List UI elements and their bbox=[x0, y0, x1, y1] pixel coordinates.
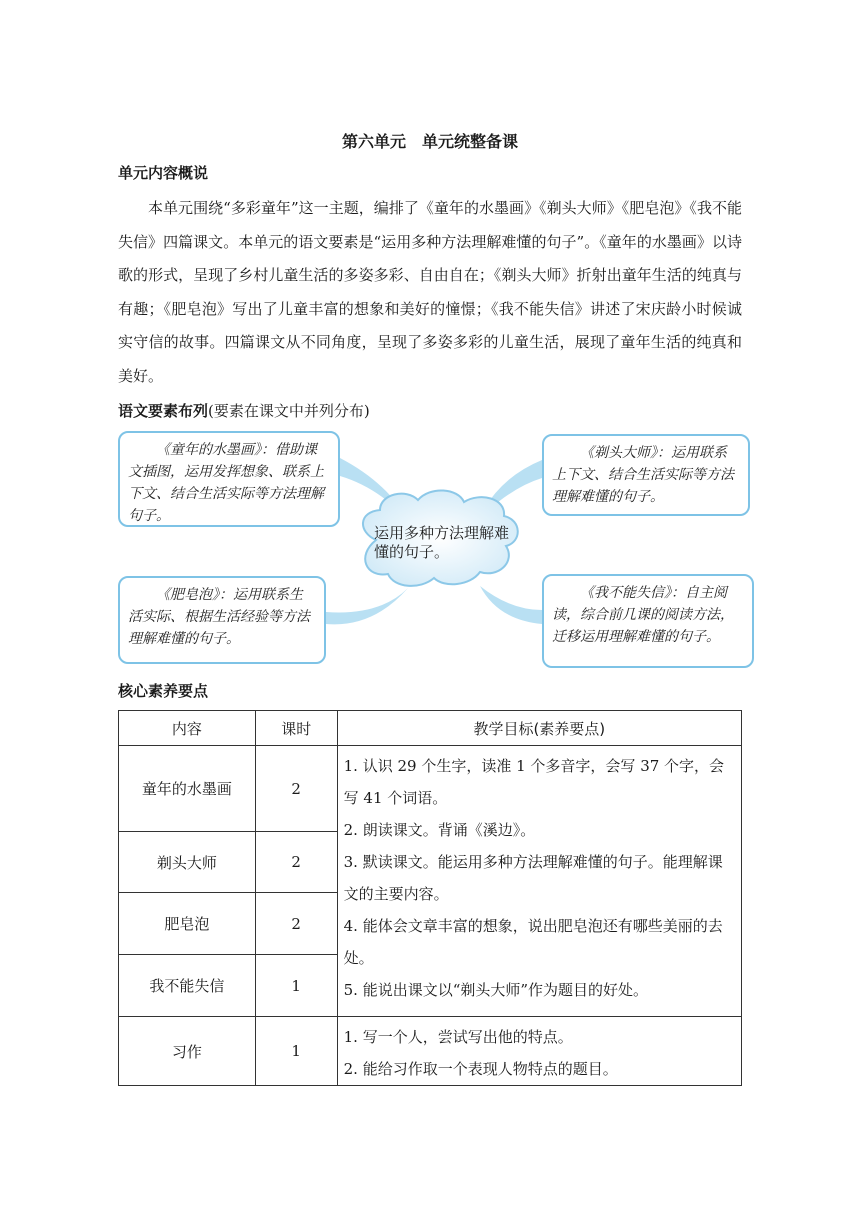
table-cell-content: 童年的水墨画 bbox=[119, 746, 256, 832]
center-element-text: 运用多种方法理解难懂的句子。 bbox=[374, 524, 510, 561]
elements-subheading: (要素在课文中并列分布) bbox=[208, 402, 370, 420]
table-cell-hours: 2 bbox=[255, 746, 337, 832]
table-cell-content: 习作 bbox=[119, 1017, 256, 1086]
connector-bottom-left bbox=[326, 588, 408, 624]
goal-item: 2. 能给习作取一个表现人物特点的题目。 bbox=[343, 1060, 618, 1078]
table-header-row bbox=[119, 711, 742, 746]
table-cell-content: 肥皂泡 bbox=[119, 893, 256, 955]
elements-heading-text: 语文要素布列 bbox=[118, 402, 209, 420]
table-cell-hours: 1 bbox=[255, 1017, 337, 1086]
core-literacy-table bbox=[118, 710, 742, 1086]
table-cell-content: 我不能失信 bbox=[119, 955, 256, 1017]
connector-bottom-right bbox=[480, 586, 542, 624]
table-header-content: 内容 bbox=[119, 711, 256, 746]
goal-item: 5. 能说出课文以“剃头大师”作为题目的好处。 bbox=[343, 981, 649, 999]
section-heading-overview: 单元内容概说 bbox=[118, 164, 209, 182]
element-box-bottom-left-text: 《肥皂泡》：运用联系生活实际、根据生活经验等方法理解难懂的句子。 bbox=[128, 587, 310, 647]
table-header-hours: 课时 bbox=[255, 711, 337, 746]
table-cell-hours: 2 bbox=[255, 832, 337, 893]
table-row bbox=[119, 1017, 742, 1086]
element-box-bottom-left bbox=[118, 576, 326, 664]
section-heading-elements bbox=[118, 400, 370, 421]
goal-item: 4. 能体会文章丰富的想象，说出肥皂泡还有哪些美丽的去处。 bbox=[343, 917, 723, 967]
goal-item: 3. 默读课文。能运用多种方法理解难懂的句子。能理解课文的主要内容。 bbox=[343, 853, 723, 903]
section-heading-core: 核心素养要点 bbox=[118, 682, 209, 700]
table-row bbox=[119, 746, 742, 832]
goal-item: 2. 朗读课文。背诵《溪边》。 bbox=[343, 821, 536, 839]
overview-paragraph bbox=[118, 192, 742, 393]
element-box-top-right-text: 《剃头大师》：运用联系上下文、结合生活实际等方法理解难懂的句子。 bbox=[552, 445, 734, 505]
table-cell-goals-group1 bbox=[337, 746, 741, 1017]
element-box-bottom-right-text: 《我不能失信》：自主阅读，综合前几课的阅读方法，迁移运用理解难懂的句子。 bbox=[552, 585, 734, 645]
element-box-top-left-text: 《童年的水墨画》：借助课文插图，运用发挥想象、联系上下文、结合生活实际等方法理解句子。 bbox=[128, 442, 324, 524]
table-cell-goals-group2 bbox=[337, 1017, 741, 1086]
element-box-bottom-right bbox=[542, 574, 754, 668]
table-cell-hours: 1 bbox=[255, 955, 337, 1017]
table-header-goals: 教学目标(素养要点) bbox=[337, 711, 741, 746]
page-title: 第六单元 单元统整备课 bbox=[341, 132, 518, 151]
overview-text: 本单元围绕“多彩童年”这一主题，编排了《童年的水墨画》《剃头大师》《肥皂泡》《我不能失信》四篇课文。本单元的语文要素是“运用多种方法理解难懂的句子”。《童年的水墨画》以诗歌的形式，呈现了乡村儿童生活的多姿多彩、自由自在；《剃头大师》折射出童年生活的纯真与有趣；《肥皂泡》写出了儿童丰富的想象和美好的憧憬；《我不能失信》讲述了宋庆龄小时候诚实守信的故事。四篇课文从不同角度，呈现了多姿多彩的儿童生活，展现了童年生活的纯真和美好。 bbox=[118, 199, 742, 385]
element-box-top-left bbox=[118, 431, 340, 527]
goal-item: 1. 认识 29 个生字，读准 1 个多音字，会写 37 个字，会写 41 个词语。 bbox=[343, 757, 725, 807]
elements-diagram bbox=[118, 428, 752, 673]
element-box-top-right bbox=[542, 434, 750, 516]
goal-item: 1. 写一个人，尝试写出他的特点。 bbox=[343, 1028, 573, 1046]
table-cell-hours: 2 bbox=[255, 893, 337, 955]
table-cell-content: 剃头大师 bbox=[119, 832, 256, 893]
